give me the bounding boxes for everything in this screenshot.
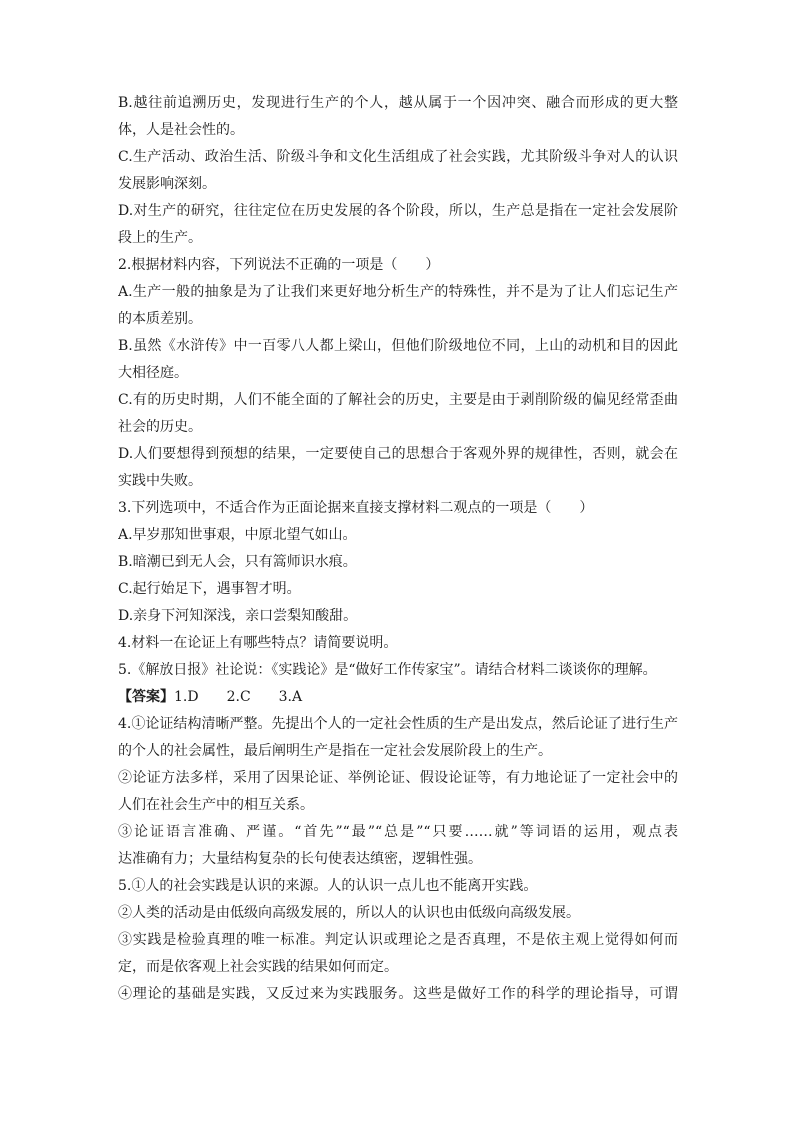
option-d: D.亲身下河知深浅，亲口尝梨知酸甜。 xyxy=(118,608,358,624)
text-line: C.有的历史时期，人们不能全面的了解社会的历史，主要是由于剥削阶级的偏见经常歪曲 xyxy=(118,392,678,408)
text-line: C.生产活动、政治生活、阶级斗争和文化生活组成了社会实践，尤其阶级斗争对人的认识 xyxy=(118,149,678,165)
question-5: 5.《解放日报》社论说：《实践论》是“做好工作传家宝”。请结合材料二谈谈你的理解。 xyxy=(118,662,657,678)
option-b: B.暗潮已到无人会，只有篙师识水痕。 xyxy=(118,554,357,570)
document-page xyxy=(118,90,678,1008)
answer-line: ③论证语言准确、严谨。“首先”“最”“总是”“只要……就”等词语的运用，观点表 xyxy=(118,824,678,840)
answer-text: 1.D 2.C 3.A xyxy=(174,689,303,705)
text-line: 大相径庭。 xyxy=(118,365,188,381)
answer-line: 人们在社会生产中的相互关系。 xyxy=(118,797,314,813)
answer-line: ④理论的基础是实践，又反过来为实践服务。这些是做好工作的科学的理论指导，可谓 xyxy=(118,986,678,1002)
answer-line: 的个人的社会属性，最后阐明生产是指在一定社会发展阶段上的生产。 xyxy=(118,743,552,759)
text-line: A.生产一般的抽象是为了让我们来更好地分析生产的特殊性，并不是为了让人们忘记生产 xyxy=(118,284,678,300)
text-line: 社会的历史。 xyxy=(118,419,202,435)
text-line: 段上的生产。 xyxy=(118,230,202,246)
text-line: D.对生产的研究，往往定位在历史发展的各个阶段，所以，生产总是指在一定社会发展阶 xyxy=(118,203,678,219)
answer-line: 5.①人的社会实践是认识的来源。人的认识一点儿也不能离开实践。 xyxy=(118,878,538,894)
option-a: A.早岁那知世事艰，中原北望气如山。 xyxy=(118,527,357,543)
text-line: 体，人是社会性的。 xyxy=(118,122,244,138)
option-c: C.起行始足下，遇事智才明。 xyxy=(118,581,301,597)
answer-line: 定，而是依客观上社会实践的结果如何而定。 xyxy=(118,959,398,975)
text-line: B.越往前追溯历史，发现进行生产的个人，越从属于一个因冲突、融合而形成的更大整 xyxy=(118,95,678,111)
answer-line: ②论证方法多样，采用了因果论证、举例论证、假设论证等，有力地论证了一定社会中的 xyxy=(118,770,678,786)
text-line: B.虽然《水浒传》中一百零八人都上梁山，但他们阶级地位不同，上山的动机和目的因此 xyxy=(118,338,678,354)
answer-line: 4.①论证结构清晰严整。先提出个人的一定社会性质的生产是出发点，然后论证了进行生产 xyxy=(118,716,678,732)
text-line: D.人们要想得到预想的结果，一定要使自己的思想合于客观外界的规律性，否则，就会在 xyxy=(118,446,678,462)
text-line: 的本质差别。 xyxy=(118,311,202,327)
text-line: 实践中失败。 xyxy=(118,473,202,489)
text-line: 发展影响深刻。 xyxy=(118,176,216,192)
question-3: 3.下列选项中，不适合作为正面论据来直接支撑材料二观点的一项是（ ） xyxy=(118,500,594,516)
answer-line: 达准确有力；大量结构复杂的长句使表达缜密，逻辑性强。 xyxy=(118,851,482,867)
question-2: 2.根据材料内容，下列说法不正确的一项是（ ） xyxy=(118,257,440,273)
question-4: 4.材料一在论证上有哪些特点？请简要说明。 xyxy=(118,635,398,651)
answer-summary xyxy=(118,684,678,711)
answer-line: ③实践是检验真理的唯一标准。判定认识或理论之是否真理，不是依主观上觉得如何而 xyxy=(118,932,678,948)
answer-line: ②人类的活动是由低级向高级发展的，所以人的认识也由低级向高级发展。 xyxy=(118,905,580,921)
answer-label: 【答案】 xyxy=(118,689,174,705)
